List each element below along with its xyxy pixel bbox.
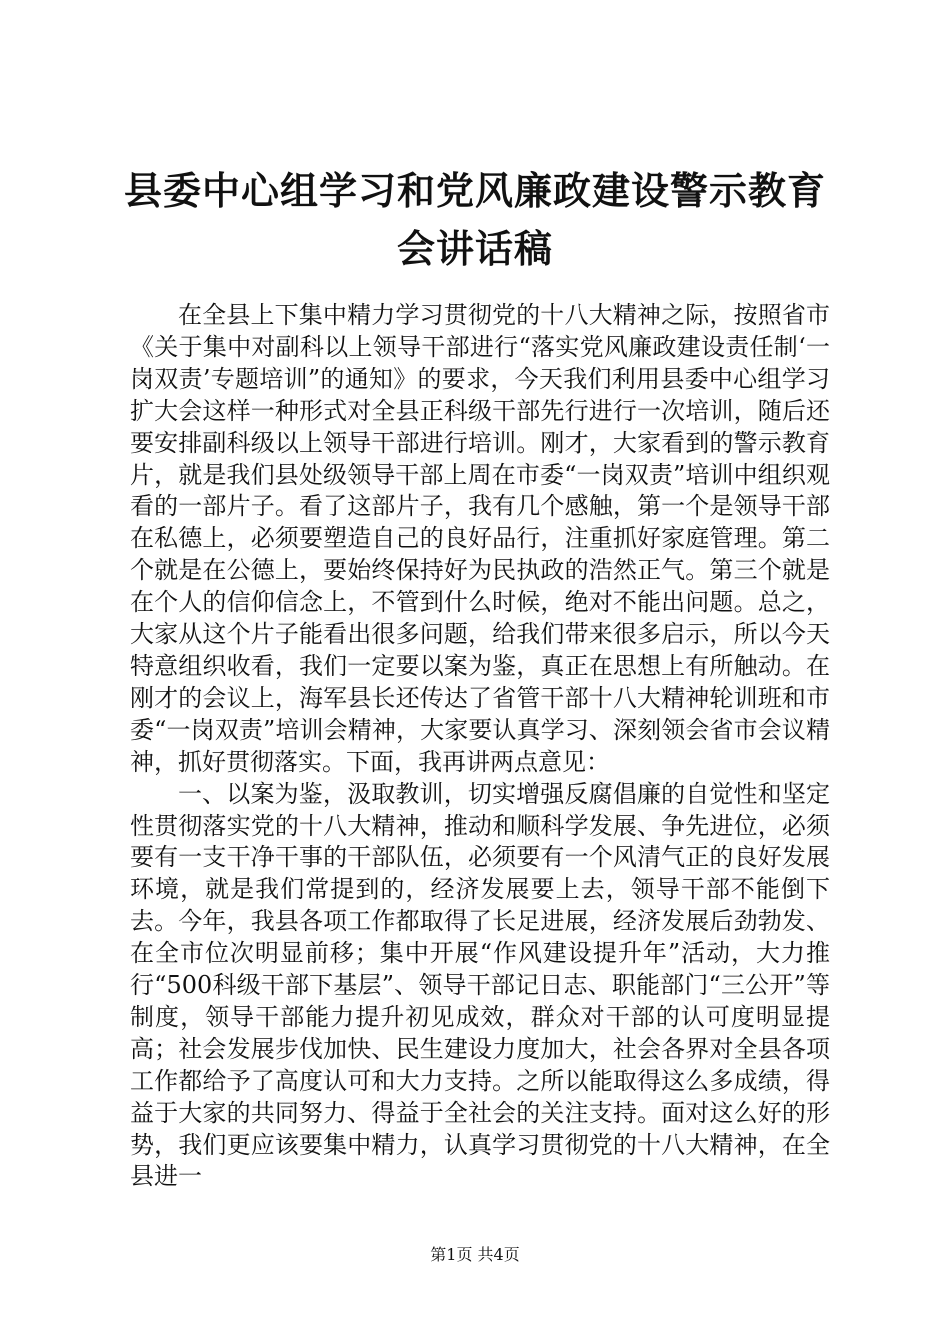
page-footer: 第1页 共4页 <box>430 1245 520 1264</box>
document-body <box>130 300 830 1193</box>
paragraph: 一、以案为鉴，汲取教训，切实增强反腐倡廉的自觉性和坚定性贯彻落实党的十八大精神，推动和顺科学发展、争先进位，必须要有一支干净干事的干部队伍，必须要有一个风清气正的良好发展环境，就是我们常提到的，经济发展要上去，领导干部不能倒下去。今年，我县各项工作都取得了长足进展，经济发展后劲勃发、在全市位次明显前移；集中开展“作风建设提升年”活动，大力推行“500科级干部下基层”、领导干部记日志、职能部门“三公开”等制度，领导干部能力提升初见成效，群众对干部的认可度明显提高；社会发展步伐加快、民生建设力度加大，社会各界对全县各项工作都给予了高度认可和大力支持。之所以能取得这么多成绩，得益于大家的共同努力、得益于全社会的关注支持。面对这么好的形势，我们更应该要集中精力，认真学习贯彻党的十八大精神，在全县进一 <box>130 779 830 1191</box>
document-title: 县委中心组学习和党风廉政建设警示教育会讲话稿 <box>123 169 826 271</box>
paragraph: 在全县上下集中精力学习贯彻党的十八大精神之际，按照省市《关于集中对副科以上领导干部进行“落实党风廉政建设责任制‘一岗双责’专题培训”的通知》的要求，今天我们利用县委中心组学习扩大会这样一种形式对全县正科级干部先行进行一次培训，随后还要安排副科级以上领导干部进行培训。刚才，大家看到的警示教育片，就是我们县处级领导干部上周在市委“一岗双责”培训中组织观看的一部片子。看了这部片子，我有几个感触，第一个是领导干部在私德上，必须要塑造自己的良好品行，注重抓好家庭管理。第二个就是在公德上，要始终保持好为民执政的浩然正气。第三个就是在个人的信仰信念上，不管到什么时候，绝对不能出问题。总之，大家从这个片子能看出很多问题，给我们带来很多启示，所以今天特意组织收看，我们一定要以案为鉴，真正在思想上有所触动。在刚才的会议上，海军县长还传达了省管干部十八大精神轮训班和市委“一岗双责”培训会精神，大家要认真学习、深刻领会省市会议精神，抓好贯彻落实。下面，我再讲两点意见： <box>130 301 830 776</box>
